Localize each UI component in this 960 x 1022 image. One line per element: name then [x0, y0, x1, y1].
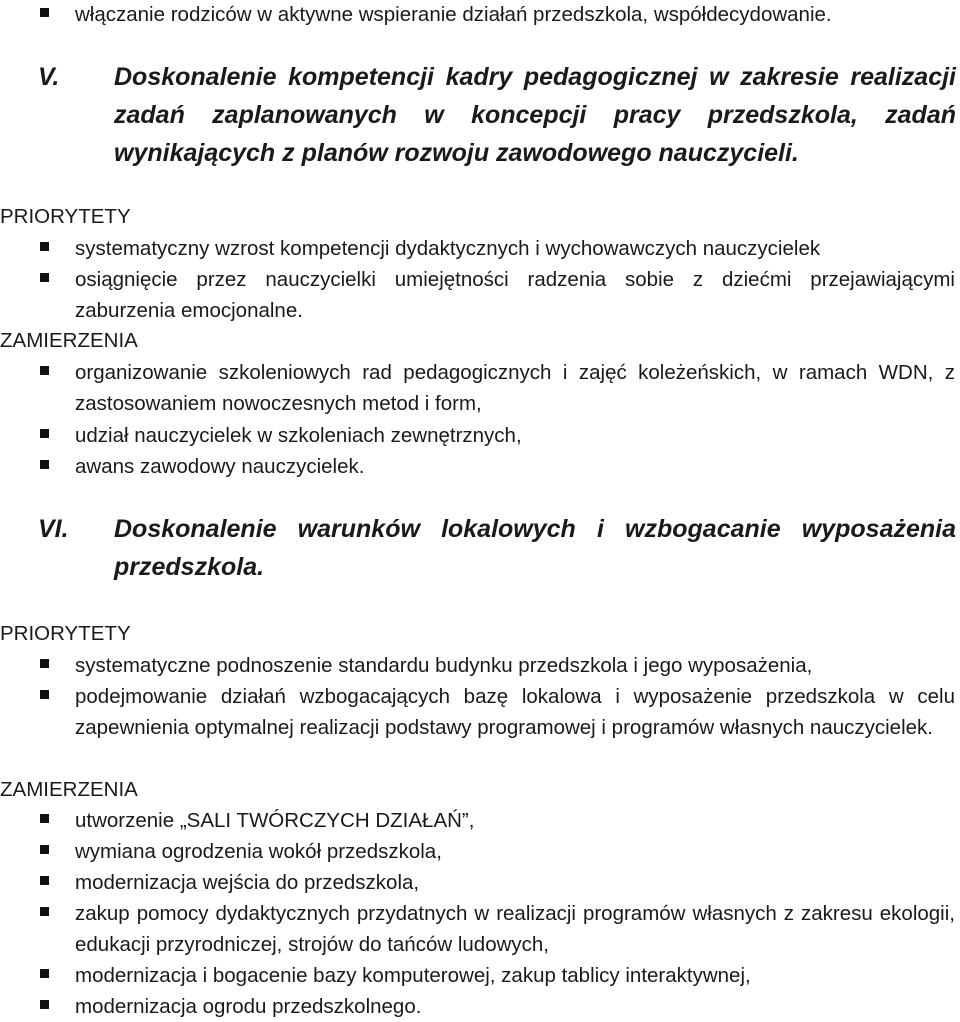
- list-item: [40, 960, 955, 991]
- list-item-text: osiągnięcie przez nauczycielki umiejętności radzenia sobie z dziećmi przejawiającymi zaburzenia emocjonalne.: [75, 268, 955, 322]
- list-item-text: awans zawodowy nauczycielek.: [75, 455, 365, 478]
- list-item: [40, 867, 955, 898]
- list-item: [40, 836, 955, 867]
- list-item-text: włączanie rodziców w aktywne wspieranie działań przedszkola, współdecydowanie.: [75, 3, 832, 26]
- priorities-label: PRIORYTETY: [0, 205, 131, 228]
- list-item-text: organizowanie szkoleniowych rad pedagogicznych i zajęć koleżeńskich, w ramach WDN, z zastosowaniem nowoczesnych metod i form,: [75, 361, 955, 415]
- section-number: V.: [38, 63, 60, 91]
- list-item-text: udział nauczycielek w szkoleniach zewnętrznych,: [75, 424, 522, 447]
- square-bullet-icon: [40, 690, 49, 699]
- intentions-label: ZAMIERZENIA: [0, 329, 138, 352]
- list-item-text: wymiana ogrodzenia wokół przedszkola,: [75, 840, 442, 863]
- square-bullet-icon: [40, 8, 49, 17]
- intentions-label: ZAMIERZENIA: [0, 778, 138, 801]
- list-item: [40, 420, 955, 451]
- list-item-text: utworzenie „SALI TWÓRCZYCH DZIAŁAŃ”,: [75, 809, 475, 832]
- square-bullet-icon: [40, 273, 49, 282]
- square-bullet-icon: [40, 1000, 49, 1009]
- list-item: [40, 357, 955, 419]
- list-item-text: podejmowanie działań wzbogacających bazę lokalowa i wyposażenie przedszkola w celu zapewnienia optymalnej realizacji podstawy programowej i programów własnych nauczycielek.: [75, 685, 955, 739]
- priorities-label: PRIORYTETY: [0, 622, 131, 645]
- list-item-text: zakup pomocy dydaktycznych przydatnych w realizacji programów własnych z zakresu ekologii, edukacji przyrodniczej, strojów do tańców ludowych,: [75, 902, 955, 956]
- list-item: [40, 681, 955, 743]
- list-item: [40, 650, 955, 681]
- list-item: [40, 264, 955, 326]
- square-bullet-icon: [40, 429, 49, 438]
- section-v-heading: [38, 58, 956, 172]
- list-item: [40, 451, 955, 482]
- square-bullet-icon: [40, 845, 49, 854]
- square-bullet-icon: [40, 366, 49, 375]
- section-number: VI.: [38, 515, 69, 543]
- list-item-text: systematyczne podnoszenie standardu budynku przedszkola i jego wyposażenia,: [75, 654, 813, 677]
- section-title: Doskonalenie warunków lokalowych i wzbogacanie wyposażenia przedszkola.: [114, 515, 956, 581]
- section-vi-heading: [38, 510, 956, 586]
- list-item: [40, 898, 955, 960]
- list-item: [40, 233, 955, 264]
- section-title: Doskonalenie kompetencji kadry pedagogicznej w zakresie realizacji zadań zaplanowanych w koncepcji pracy przedszkola, zadań wynikających z planów rozwoju zawodowego nauczycieli.: [114, 63, 956, 167]
- list-item: [40, 0, 955, 30]
- list-item: [40, 991, 955, 1022]
- square-bullet-icon: [40, 242, 49, 251]
- square-bullet-icon: [40, 460, 49, 469]
- list-item-text: modernizacja wejścia do przedszkola,: [75, 871, 420, 894]
- square-bullet-icon: [40, 659, 49, 668]
- square-bullet-icon: [40, 969, 49, 978]
- square-bullet-icon: [40, 907, 49, 916]
- square-bullet-icon: [40, 814, 49, 823]
- square-bullet-icon: [40, 876, 49, 885]
- list-item-text: systematyczny wzrost kompetencji dydaktycznych i wychowawczych nauczycielek: [75, 237, 821, 260]
- list-item-text: modernizacja ogrodu przedszkolnego.: [75, 995, 422, 1018]
- list-item: [40, 805, 955, 836]
- list-item-text: modernizacja i bogacenie bazy komputerowej, zakup tablicy interaktywnej,: [75, 964, 751, 987]
